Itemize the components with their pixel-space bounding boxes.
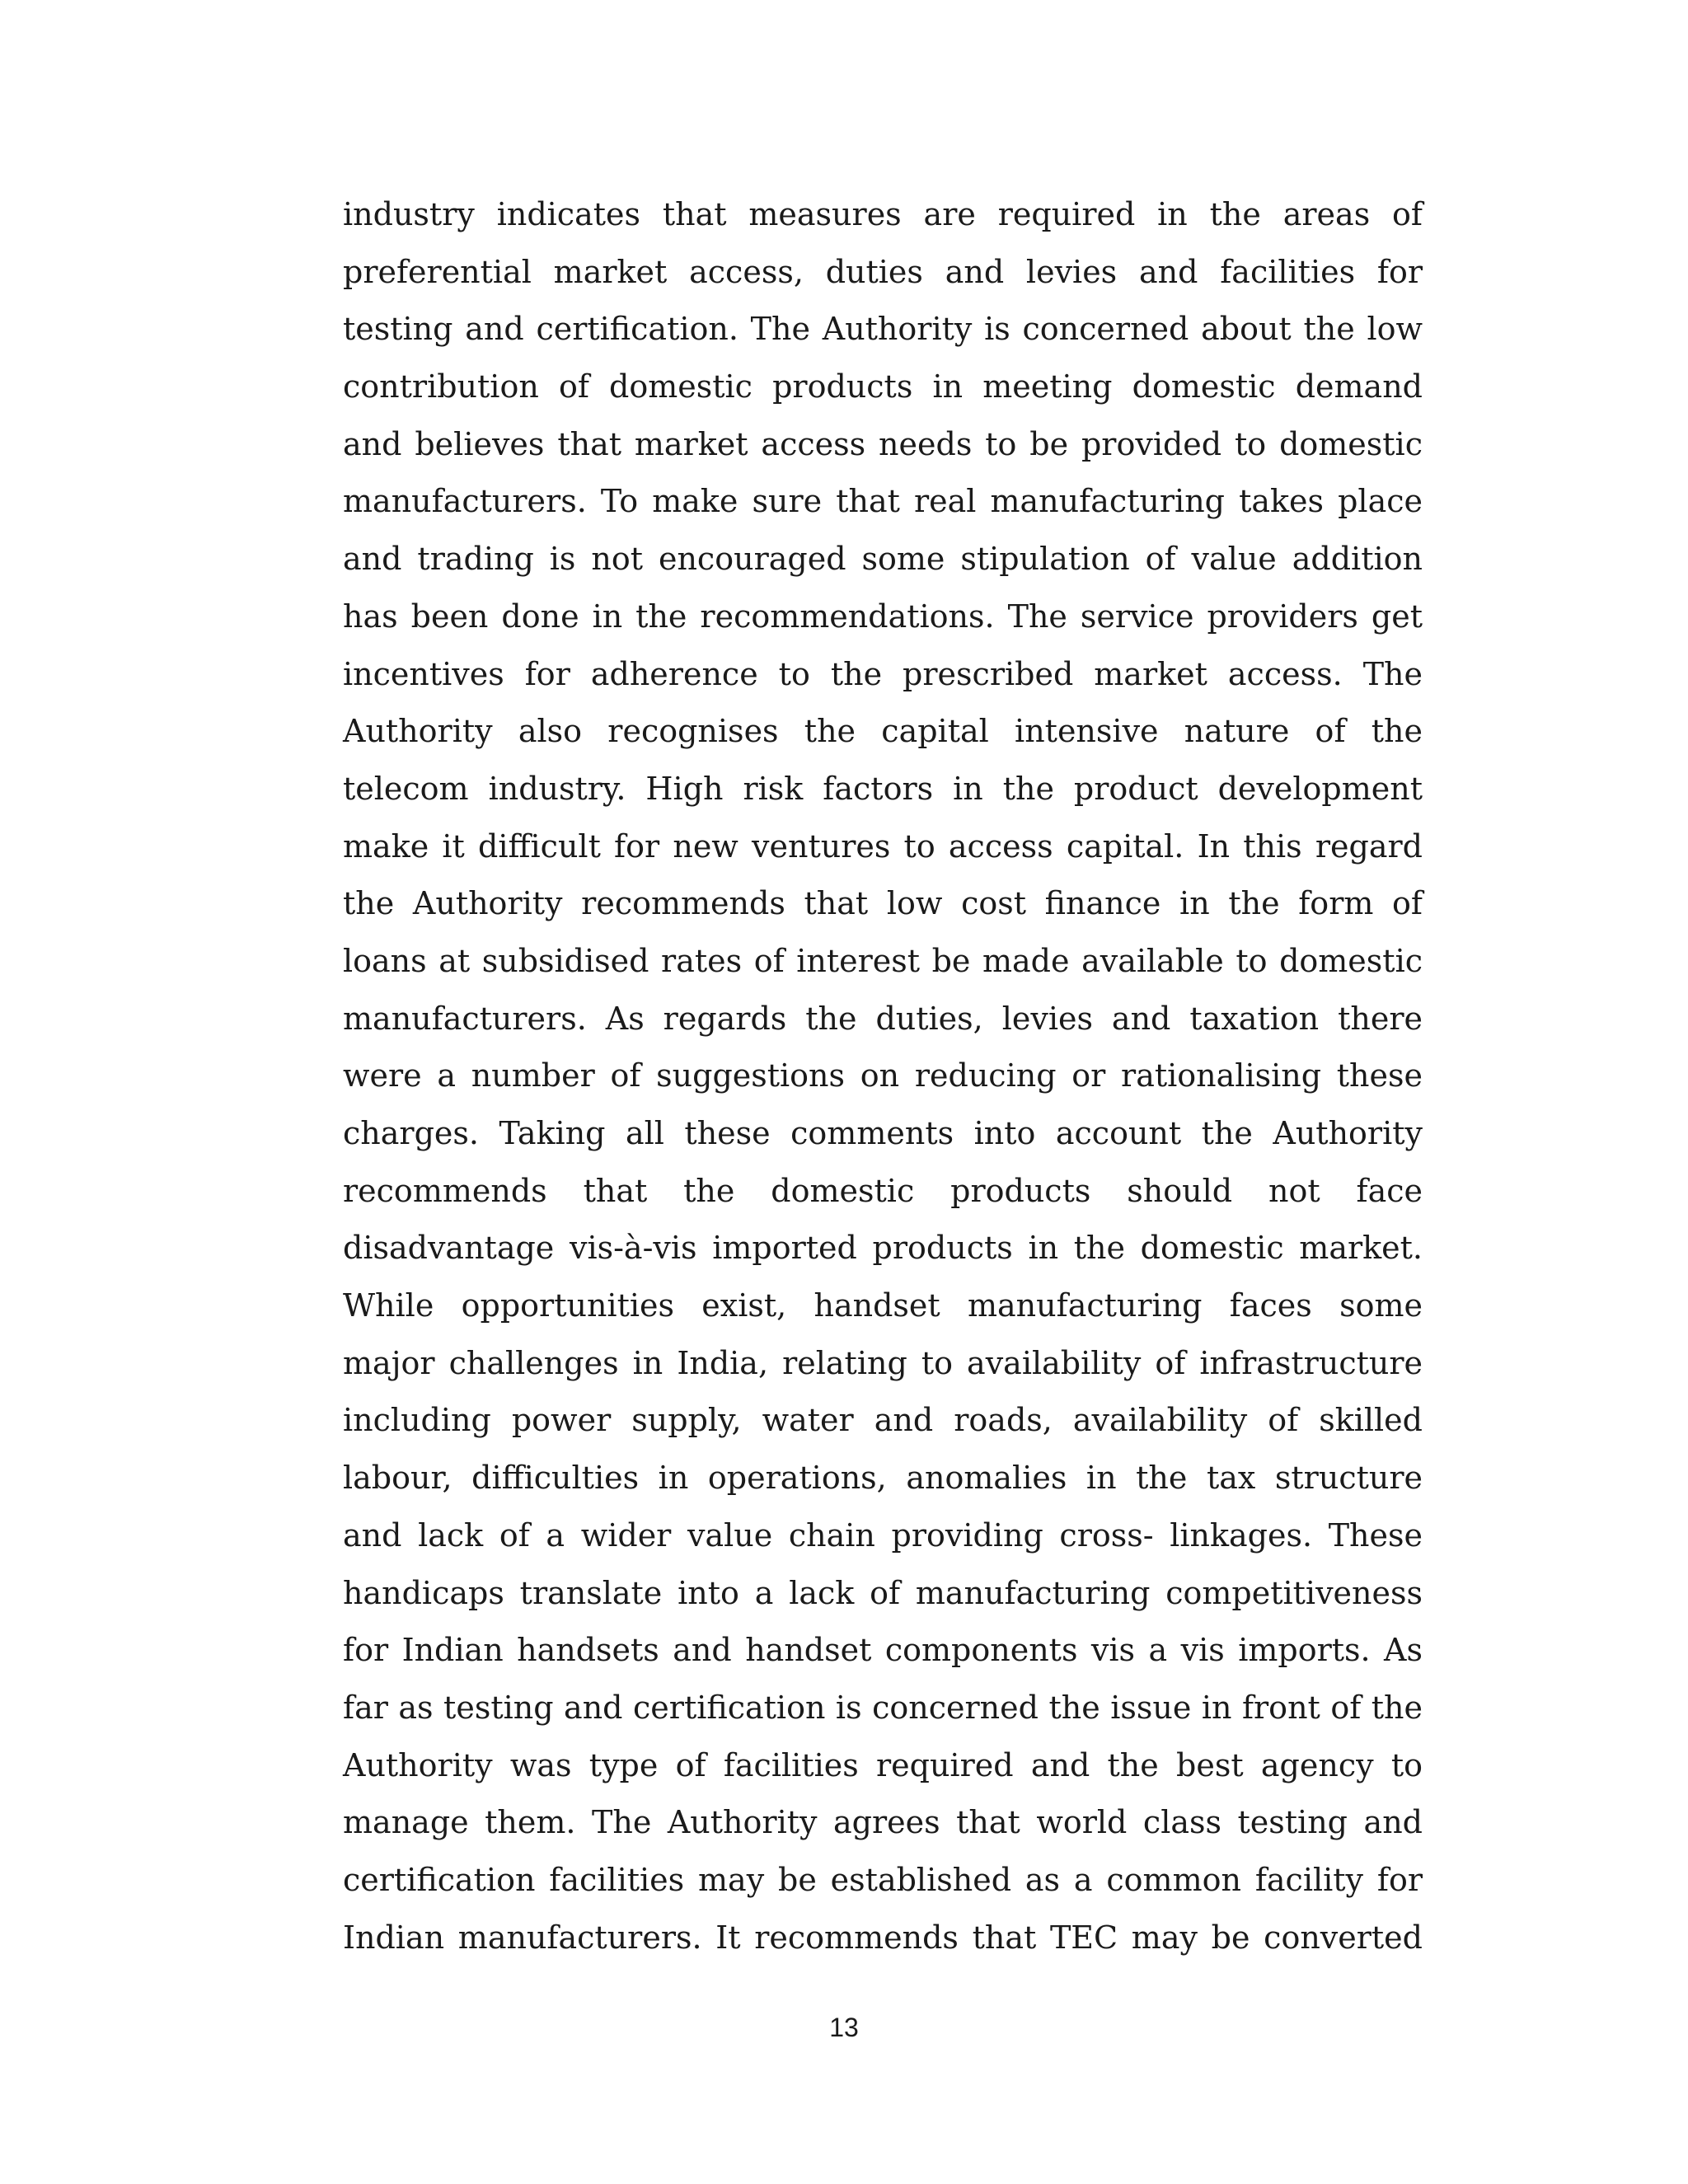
text-line: handicaps translate into a lack of manufacturing competitiveness: [343, 1574, 1423, 1611]
text-line: manufacturers. As regards the duties, levies and taxation there: [343, 1000, 1423, 1037]
text-line: manage them. The Authority agrees that world class testing and: [343, 1804, 1423, 1841]
text-line: Indian manufacturers. It recommends that TEC may be converted: [343, 1919, 1423, 1956]
text-line: far as testing and certification is concerned the issue in front of the: [343, 1689, 1423, 1726]
text-line: testing and certification. The Authority is concerned about the low: [343, 311, 1423, 348]
text-line: and trading is not encouraged some stipulation of value addition: [343, 541, 1423, 578]
page-number: 13: [829, 2013, 859, 2042]
text-line: has been done in the recommendations. The service providers get: [343, 598, 1423, 635]
text-line: the Authority recommends that low cost finance in the form of: [343, 885, 1423, 922]
body-paragraph: [343, 186, 1423, 1966]
text-line: preferential market access, duties and levies and facilities for: [343, 253, 1423, 290]
text-line: labour, difficulties in operations, anomalies in the tax structure: [343, 1460, 1423, 1497]
text-line: including power supply, water and roads, availability of skilled: [343, 1402, 1423, 1439]
text-line: incentives for adherence to the prescribed market access. The: [343, 655, 1423, 692]
text-line: and lack of a wider value chain providing cross- linkages. These: [343, 1516, 1423, 1554]
text-line: recommends that the domestic products should not face: [343, 1172, 1423, 1209]
text-line: Authority was type of facilities required and the best agency to: [343, 1746, 1423, 1783]
text-line: manufacturers. To make sure that real manufacturing takes place: [343, 483, 1423, 520]
text-line: certification facilities may be established as a common facility for: [343, 1861, 1423, 1898]
text-line: major challenges in India, relating to availability of infrastructure: [343, 1344, 1423, 1381]
text-line: make it difficult for new ventures to access capital. In this regard: [343, 827, 1423, 865]
text-line: contribution of domestic products in meeting domestic demand: [343, 368, 1423, 405]
text-line: While opportunities exist, handset manufacturing faces some: [343, 1287, 1423, 1324]
text-line: disadvantage vis-à-vis imported products in the domestic market.: [343, 1230, 1423, 1267]
text-line: and believes that market access needs to be provided to domestic: [343, 425, 1423, 462]
text-line: were a number of suggestions on reducing or rationalising these: [343, 1057, 1423, 1094]
text-line: telecom industry. High risk factors in the product development: [343, 770, 1423, 807]
text-line: charges. Taking all these comments into account the Authority: [343, 1115, 1423, 1151]
text-line: industry indicates that measures are required in the areas of: [343, 196, 1423, 232]
text-line: Authority also recognises the capital intensive nature of the: [343, 713, 1423, 750]
text-line: for Indian handsets and handset components vis a vis imports. As: [343, 1632, 1423, 1669]
text-line: loans at subsidised rates of interest be made available to domestic: [343, 942, 1423, 979]
